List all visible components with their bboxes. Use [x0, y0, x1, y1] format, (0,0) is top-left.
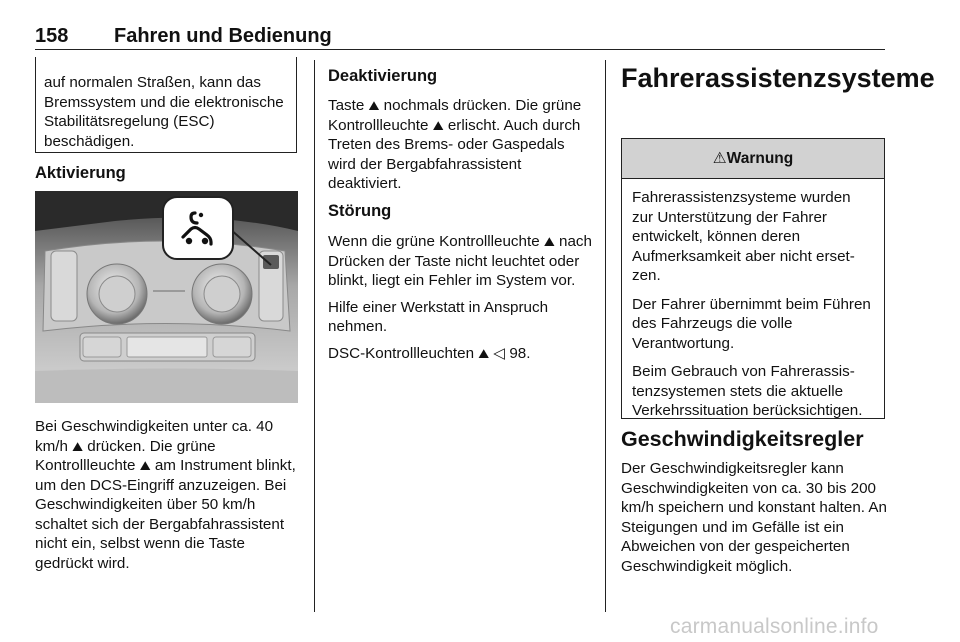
fahrerassistenz-heading: Fahrerassistenzsysteme	[621, 63, 935, 93]
warning-paragraph-1: Fahrerassistenzsysteme wurden zur Unterstützung der Fahrer entwickelt, können deren Aufmerksamkeit aber nicht ersetzen.	[632, 189, 855, 284]
text-fragment: erlischt. Auch durch Treten des Brems- oder Gaspedals wird der Bergabfahrassistent deaktiviert.	[328, 116, 581, 192]
hill-descent-icon: ⛰	[72, 438, 84, 454]
hill-descent-icon: ⛰	[368, 98, 380, 113]
warning-label: Warnung	[726, 150, 794, 167]
column-divider	[605, 60, 606, 612]
geschwindigkeitsregler-heading: Geschwindigkeitsregler	[621, 427, 864, 451]
stoerung-heading: Störung	[328, 202, 392, 220]
column-divider	[314, 60, 315, 612]
hill-descent-icon: ⛰	[432, 117, 444, 133]
page-reference[interactable]: 98.	[505, 344, 531, 362]
text-fragment: Wenn die grüne Kontrollleuchte	[328, 233, 544, 250]
caution-text: auf normalen Straßen, kann das Bremssystem und die elektronische Stabilitätsregelung (ESC) beschädigen.	[44, 74, 284, 150]
page-number: 158	[35, 25, 69, 47]
warning-header	[622, 139, 884, 179]
text-fragment: DSC-Kontrollleuchten	[328, 344, 479, 362]
deaktivierung-paragraph	[328, 96, 593, 194]
aktivierung-paragraph	[35, 417, 305, 573]
chapter-title: Fahren und Bedienung	[114, 25, 332, 47]
aktivierung-text-block	[35, 417, 305, 573]
text-fragment: nochmals drücken. Die grüne Kontrollleuchte	[328, 97, 582, 134]
hill-descent-icon: ⛰	[543, 234, 555, 249]
page-reference-arrow-icon: ◁	[493, 344, 506, 362]
header-rule	[35, 49, 885, 50]
aktivierung-heading: Aktivierung	[35, 164, 126, 182]
geschwindigkeitsregler-paragraph: Der Geschwindigkeitsregler kann Geschwindigkeiten von ca. 30 bis 200 km/h speichern und konstant halten. An Steigungen und im Gefälle ist ein Abweichen von der gespeicherten Geschwindigkeit möglich.	[621, 460, 887, 575]
text-fragment: Bei Geschwindigkeiten unter ca. 40 km/h	[35, 418, 274, 455]
watermark: carmanualsonline.info	[670, 615, 879, 638]
stoerung-paragraph-1	[328, 232, 593, 291]
text-fragment: nach Drücken der Taste nicht leuchtet oder blinkt, liegt ein Fehler im System vor.	[328, 233, 592, 289]
warning-body	[622, 179, 884, 421]
warning-paragraph-3: Beim Gebrauch von Fahrerassistenzsystemen stets die aktuelle Verkehrssituation berücksichtigen.	[632, 363, 863, 419]
deaktivierung-text-block	[328, 96, 593, 201]
stoerung-paragraph-2: Hilfe einer Werkstatt in Anspruch nehmen.	[328, 298, 549, 335]
hill-descent-icon: ⛰	[478, 345, 490, 361]
text-fragment: Taste	[328, 97, 369, 114]
warning-box	[621, 138, 885, 419]
stoerung-text-block	[328, 232, 593, 370]
warning-triangle-icon: ⚠	[712, 150, 727, 167]
text-fragment: am Instrument blinkt, um den DCS-Eingriff anzuzeigen. Bei Geschwindigkeiten über 50 km/h schaltet sich der Bergabfahrassistent nicht ein, selbst wenn die Taste gedrückt wird.	[35, 457, 296, 572]
stoerung-paragraph-3	[328, 344, 593, 364]
warning-paragraph-2: Der Fahrer übernimmt beim Führen des Fahrzeugs die volle Verantwortung.	[632, 295, 871, 352]
dcs-button-figure	[35, 191, 298, 403]
hill-descent-icon: ⛰	[139, 458, 151, 473]
caution-box-continued	[35, 57, 297, 153]
text-fragment: drücken. Die grüne Kontrollleuchte	[35, 437, 216, 474]
geschwindigkeitsregler-text-block	[621, 459, 889, 576]
deaktivierung-heading: Deaktivierung	[328, 67, 438, 85]
